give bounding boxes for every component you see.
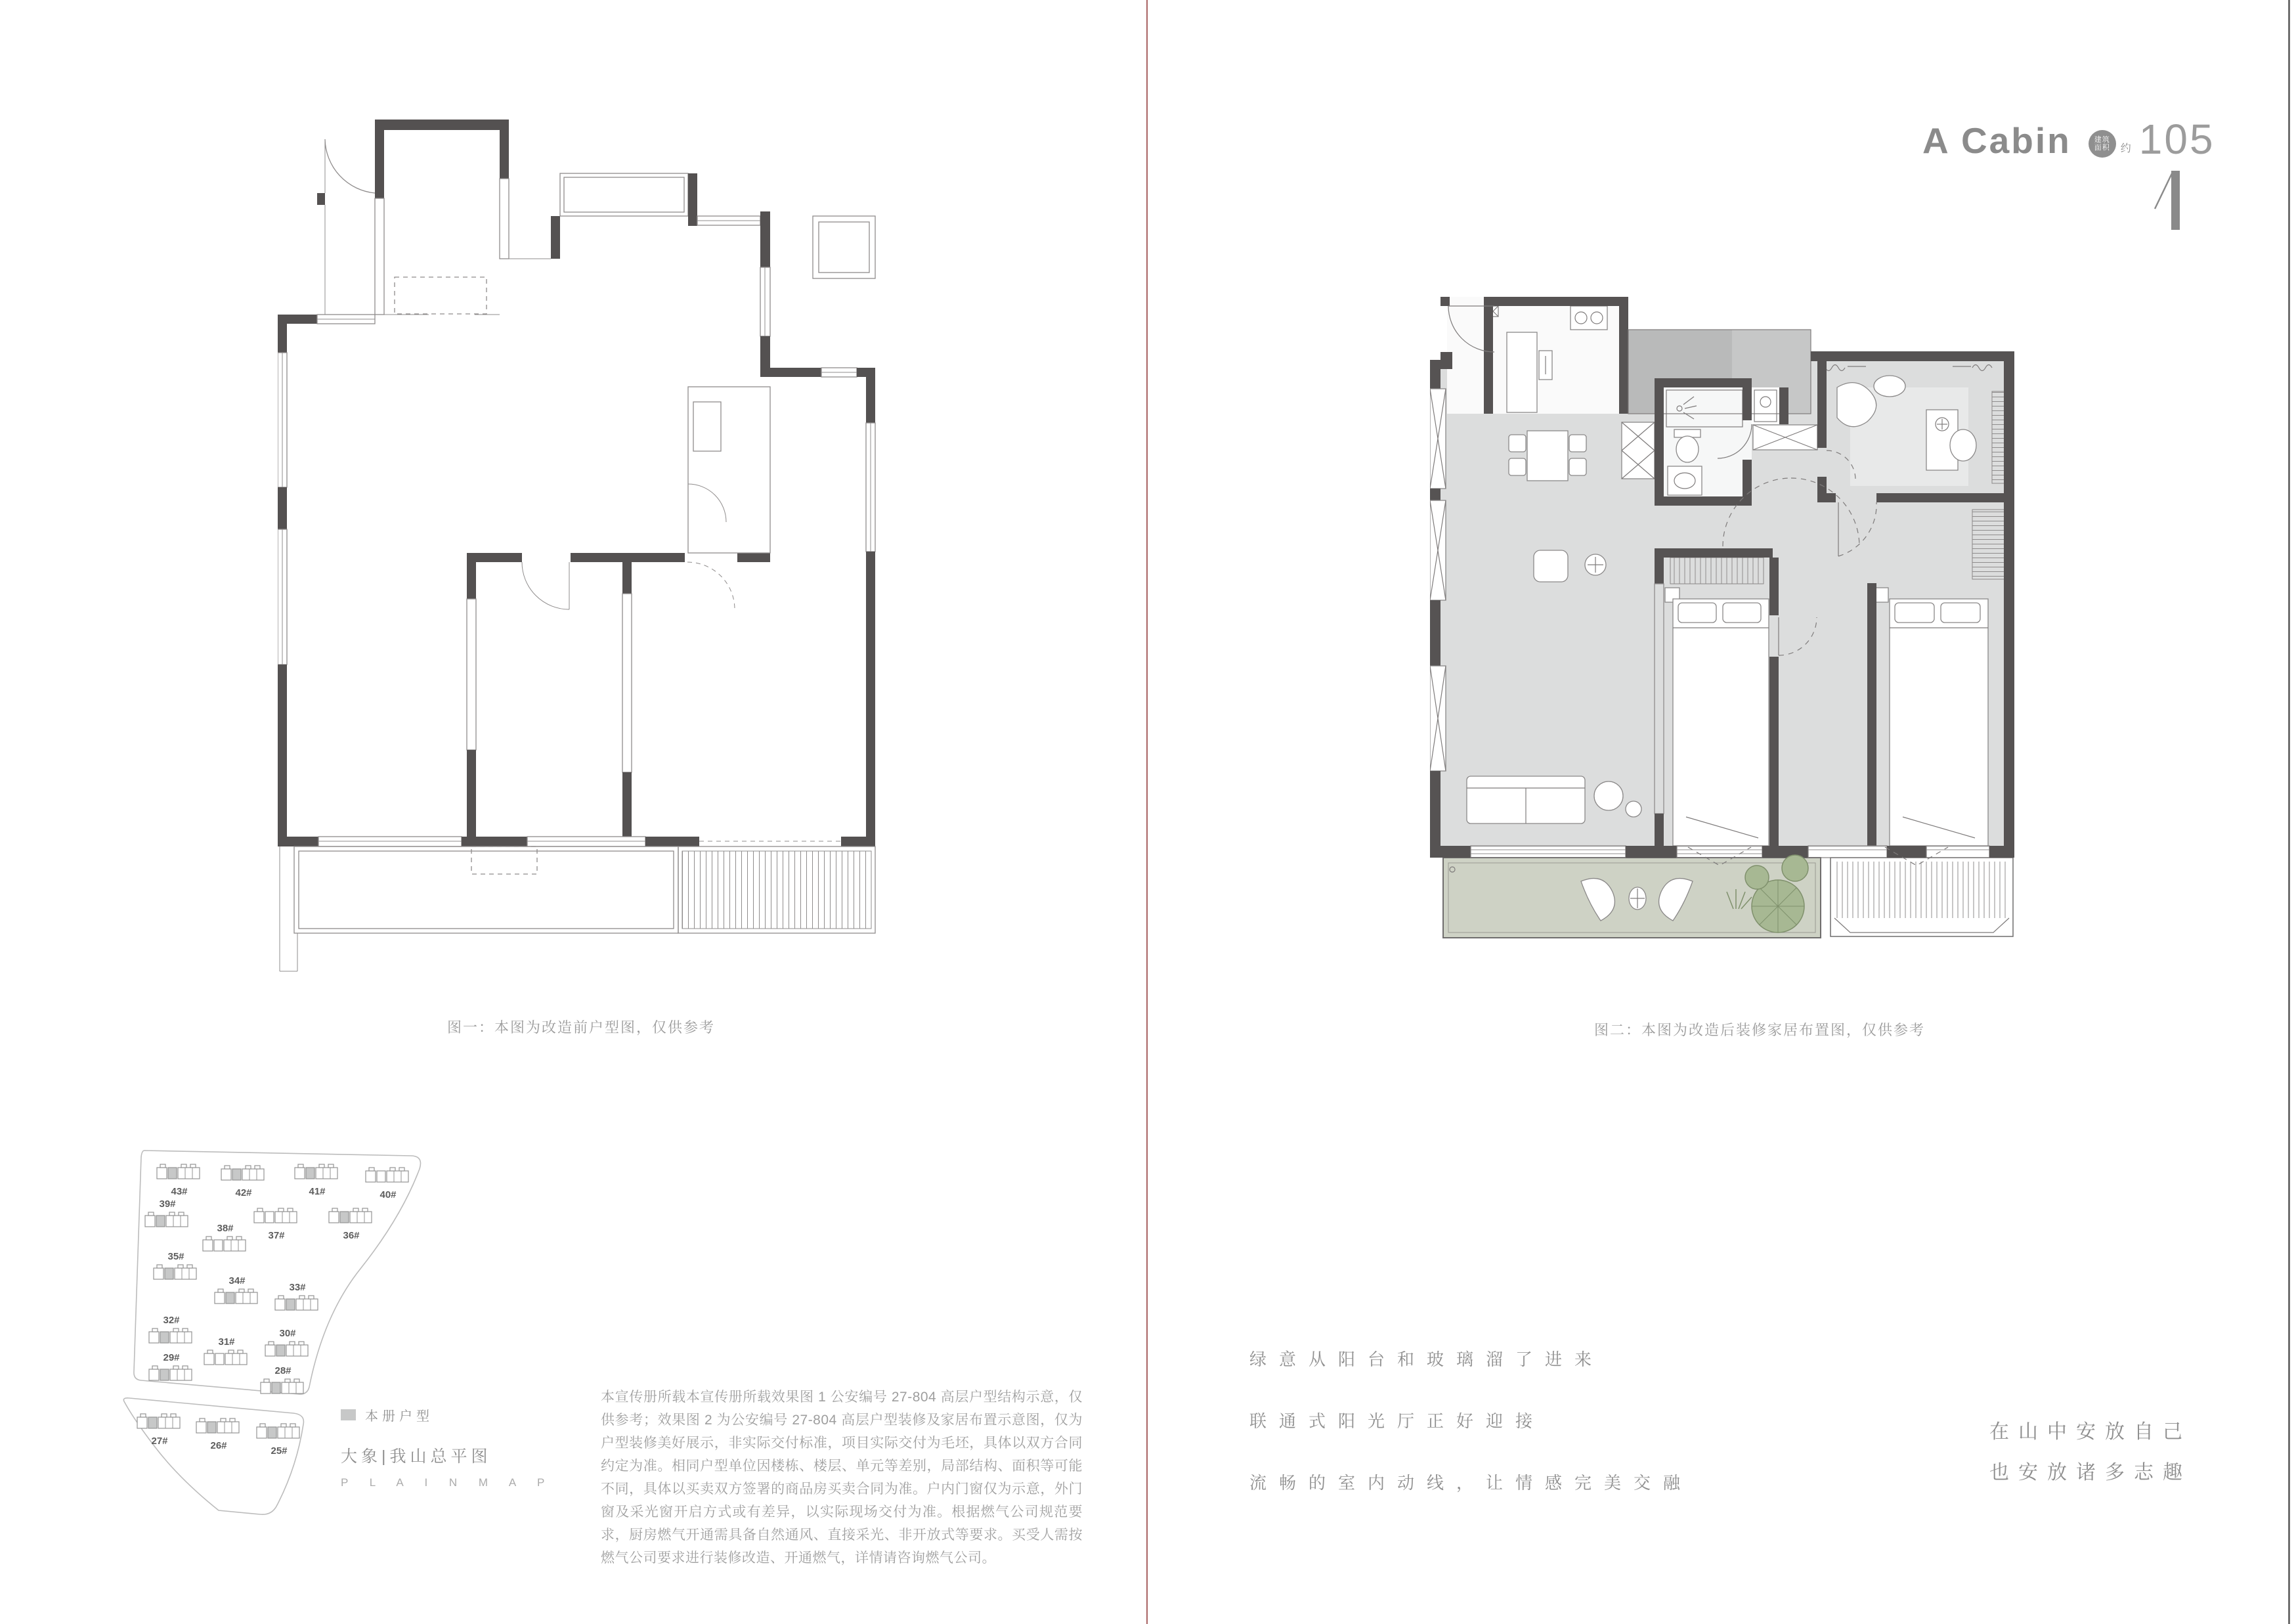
building-43 — [157, 1164, 200, 1197]
building-26 — [196, 1418, 239, 1451]
svg-text:43#: 43# — [171, 1186, 188, 1197]
tagline-line3: 流畅的室内动线，让情感完美交融 — [1249, 1473, 1693, 1493]
tagline-line2: 联通式阳光厅正好迎接 — [1249, 1411, 1546, 1431]
svg-text:31#: 31# — [218, 1336, 235, 1348]
svg-text:25#: 25# — [271, 1445, 288, 1457]
highlight-swatch-icon — [341, 1409, 356, 1420]
svg-text:40#: 40# — [379, 1189, 397, 1200]
svg-text:35#: 35# — [167, 1251, 184, 1262]
building-35 — [154, 1251, 196, 1279]
building-34 — [215, 1275, 257, 1304]
map-subtitle: P L A I N M A P — [341, 1476, 554, 1489]
building-27 — [137, 1414, 180, 1447]
disclaimer-text: 本宣传册所载本宣传册所载效果图 1 公安编号 27-804 高层户型结构示意，仅供参考；效果图 2 为公安编号 27-804 高层户型装修及家居布置示意图，仅为户型装修美好展示，非实际交付标准，项目实际交付为毛坯，具体以双方合同约定为准。相同户型单位因楼栋、楼层、单元等差别，局部结构、面积等可能不同，具体以买卖双方签署的商品房买卖合同为准。户内门窗仅为示意，外门窗及采光窗开启方式或有差异，以实际现场交付为准。根据燃气公司规范要求，厨房燃气开通需具备自然通风、直接采光、非开放式等要求。买受人需按燃气公司要求进行装修改造、开通燃气，详情请咨询燃气公司。 — [601, 1390, 1083, 1566]
floorplan-before — [278, 120, 878, 973]
building-29 — [149, 1352, 192, 1380]
svg-text:28#: 28# — [274, 1365, 292, 1376]
building-39 — [145, 1198, 188, 1227]
approx-label: 约 — [2120, 143, 2131, 154]
center-divider-line — [1146, 0, 1148, 1624]
svg-text:27#: 27# — [151, 1436, 168, 1447]
slogan-line2: 也安放诸多志趣 — [1989, 1462, 2192, 1483]
right-edge-line — [2288, 0, 2290, 1624]
building-38 — [203, 1223, 246, 1251]
building-37 — [254, 1208, 297, 1241]
svg-text:36#: 36# — [343, 1230, 360, 1241]
building-41 — [295, 1164, 337, 1197]
tagline-block — [1249, 1346, 1693, 1531]
map-title: 大象|我山总平图 — [341, 1447, 492, 1466]
svg-text:33#: 33# — [289, 1282, 306, 1293]
badge-line2: 面积 — [2094, 144, 2110, 152]
building-40 — [366, 1168, 408, 1200]
slogan-block — [1989, 1412, 2192, 1493]
svg-text:34#: 34# — [228, 1275, 246, 1286]
map-legend — [341, 1405, 433, 1424]
caption-figure1: 图一：本图为改造前户型图，仅供参考 — [446, 1019, 715, 1036]
tagline-line1: 绿意从阳台和玻璃溜了进来 — [1249, 1350, 1605, 1369]
index-numeral-icon — [2146, 164, 2192, 240]
building-31 — [204, 1336, 247, 1365]
svg-text:42#: 42# — [235, 1187, 252, 1198]
caption-figure2: 图二：本图为改造后装修家居布置图，仅供参考 — [1593, 1022, 1925, 1038]
building-36 — [329, 1208, 372, 1241]
svg-text:41#: 41# — [309, 1186, 326, 1197]
svg-text:38#: 38# — [217, 1223, 234, 1234]
slogan-line1: 在山中安放自己 — [1989, 1421, 2192, 1443]
area-value: 105 — [2138, 116, 2215, 164]
header — [1922, 87, 2231, 164]
area-badge-icon — [2089, 130, 2116, 158]
legend-label: 本册户型 — [365, 1409, 433, 1424]
building-30 — [265, 1328, 308, 1356]
svg-text:26#: 26# — [210, 1440, 227, 1451]
unit-name: A Cabin — [1922, 120, 2071, 161]
svg-text:39#: 39# — [159, 1198, 176, 1210]
building-25 — [257, 1424, 299, 1457]
svg-text:30#: 30# — [279, 1328, 296, 1339]
building-33 — [275, 1282, 318, 1310]
svg-text:32#: 32# — [163, 1315, 180, 1326]
map-title-block — [341, 1443, 553, 1489]
building-32 — [149, 1315, 192, 1343]
badge-line1: 建筑 — [2094, 136, 2110, 144]
svg-text:29#: 29# — [163, 1352, 180, 1363]
floorplan-after — [1430, 289, 2031, 949]
building-42 — [221, 1166, 264, 1198]
building-28 — [261, 1365, 303, 1394]
svg-text:37#: 37# — [268, 1230, 285, 1241]
